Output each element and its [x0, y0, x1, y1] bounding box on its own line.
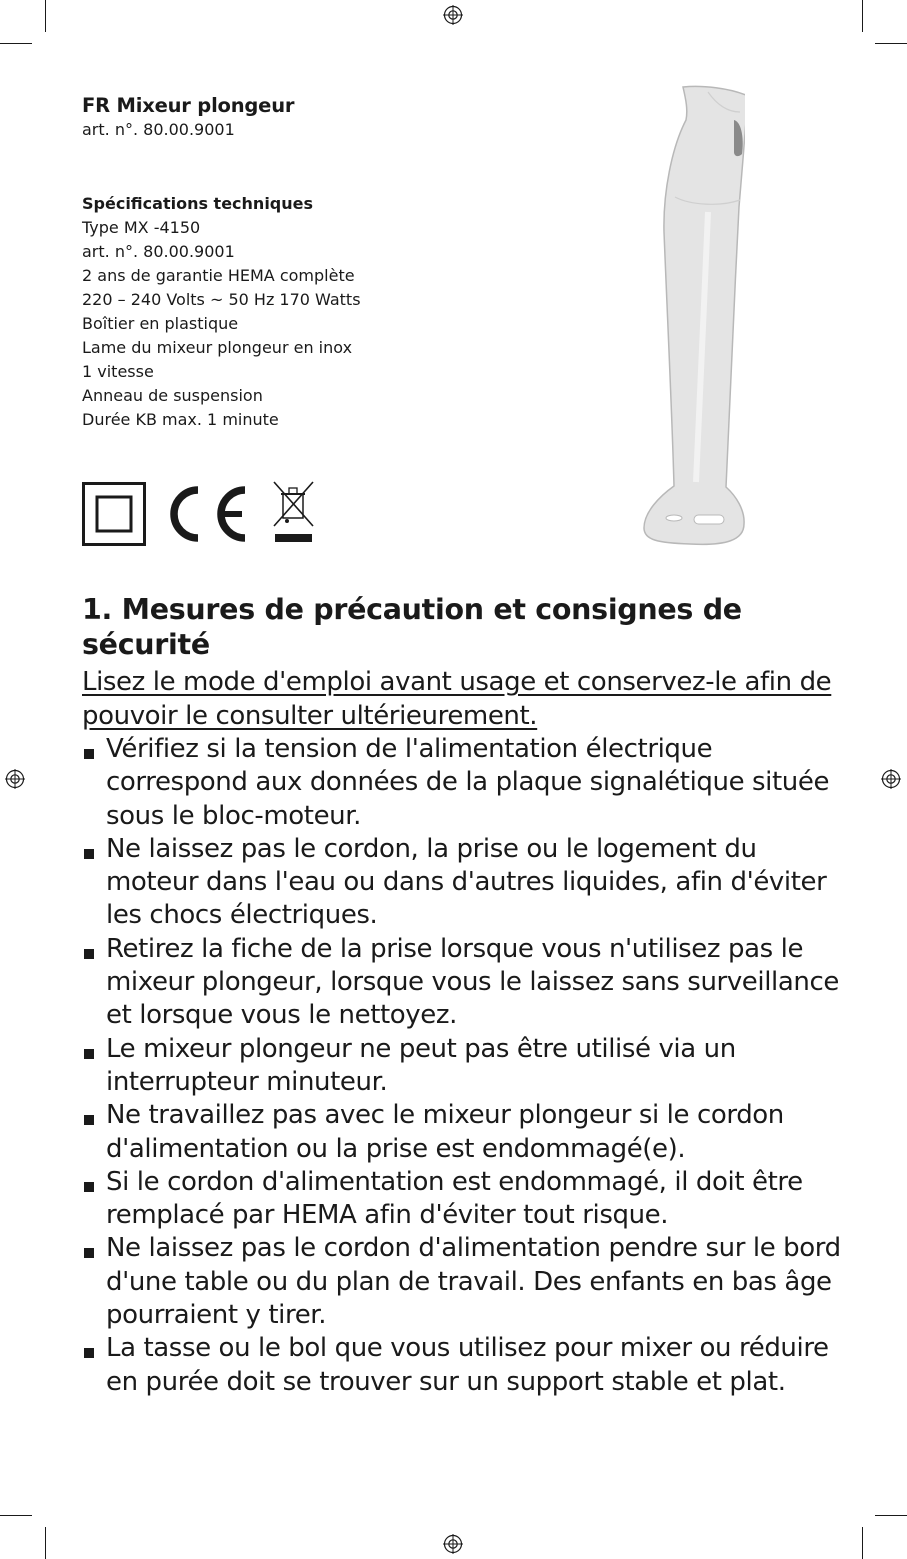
- list-item-text: Le mixeur plongeur ne peut pas être utilisé via un interrupteur minuteur.: [106, 1033, 736, 1097]
- spec-line: Boîtier en plastique: [82, 314, 239, 333]
- spec-line: 220 – 240 Volts ~ 50 Hz 170 Watts: [82, 290, 361, 309]
- product-title: FR Mixeur plongeur: [82, 94, 295, 117]
- crop-mark: [875, 1515, 907, 1516]
- list-item-text: Ne travaillez pas avec le mixeur plongeur si le cordon d'alimentation ou la prise est endommagé(e).: [106, 1100, 784, 1164]
- section-title: 1. Mesures de précaution et consignes de sécurité: [82, 593, 742, 661]
- crop-mark: [0, 43, 32, 44]
- list-item-text: Vérifiez si la tension de l'alimentation électrique correspond aux données de la plaque signalétique située sous le bloc-moteur.: [106, 734, 830, 831]
- registration-mark-icon: [881, 769, 901, 789]
- spec-line: Lame du mixeur plongeur en inox: [82, 338, 353, 357]
- crop-mark: [0, 1515, 32, 1516]
- list-item: [82, 1099, 842, 1166]
- bullet-square-icon: [84, 1248, 94, 1258]
- specs-title: Spécifications techniques: [82, 194, 314, 213]
- registration-mark-icon: [5, 769, 25, 789]
- spec-line: Durée KB max. 1 minute: [82, 410, 279, 429]
- article-number: art. n°. 80.00.9001: [82, 120, 235, 139]
- list-item: [82, 833, 842, 933]
- double-insulation-icon: [84, 484, 145, 545]
- bullet-square-icon: [84, 1182, 94, 1192]
- certification-symbols: [82, 480, 322, 548]
- safety-list: [82, 733, 842, 1399]
- list-item: [82, 1232, 842, 1332]
- bullet-square-icon: [84, 1115, 94, 1125]
- section-intro: Lisez le mode d'emploi avant usage et conservez-le afin de pouvoir le consulter ultérieurement.: [82, 667, 832, 731]
- spec-line: Type MX -4150: [82, 218, 201, 237]
- safety-section: [82, 592, 842, 1399]
- registration-mark-icon: [443, 5, 463, 25]
- list-item-text: Si le cordon d'alimentation est endommagé, il doit être remplacé par HEMA afin d'éviter tout risque.: [106, 1166, 803, 1231]
- ce-mark-icon: [174, 490, 245, 538]
- list-item-text: Retirez la fiche de la prise lorsque vous n'utilisez pas le mixeur plongeur, lorsque vous le laissez sans surveillance et lorsque vous le nettoyez.: [106, 933, 839, 1031]
- registration-mark-icon: [443, 1534, 463, 1554]
- list-item: [82, 733, 842, 833]
- list-item: [82, 1033, 842, 1100]
- crop-mark: [862, 0, 863, 32]
- specs-block: [82, 192, 361, 432]
- list-item: [82, 1166, 842, 1233]
- bullet-square-icon: [84, 949, 94, 959]
- spec-line: Anneau de suspension: [82, 386, 263, 405]
- list-item: [82, 933, 842, 1033]
- bullet-square-icon: [84, 749, 94, 759]
- bullet-square-icon: [84, 849, 94, 859]
- spec-line: art. n°. 80.00.9001: [82, 242, 235, 261]
- hand-blender-illustration: [630, 82, 745, 547]
- crop-mark: [45, 0, 46, 32]
- list-item-text: La tasse ou le bol que vous utilisez pour mixer ou réduire en purée doit se trouver sur un support stable et plat.: [106, 1333, 829, 1397]
- list-item-text: Ne laissez pas le cordon, la prise ou le logement du moteur dans l'eau ou dans d'autres liquides, afin d'éviter les chocs électriques.: [106, 833, 827, 931]
- list-item: [82, 1332, 842, 1399]
- spec-line: 1 vitesse: [82, 362, 154, 381]
- spec-line: 2 ans de garantie HEMA complète: [82, 266, 355, 285]
- bullet-square-icon: [84, 1049, 94, 1059]
- list-item-text: Ne laissez pas le cordon d'alimentation pendre sur le bord d'une table ou du plan de travail. Des enfants en bas âge pourraient y tirer.: [106, 1233, 841, 1331]
- crop-mark: [45, 1527, 46, 1559]
- weee-crossed-bin-icon: [274, 482, 313, 542]
- bullet-square-icon: [84, 1348, 94, 1358]
- crop-mark: [875, 43, 907, 44]
- crop-mark: [862, 1527, 863, 1559]
